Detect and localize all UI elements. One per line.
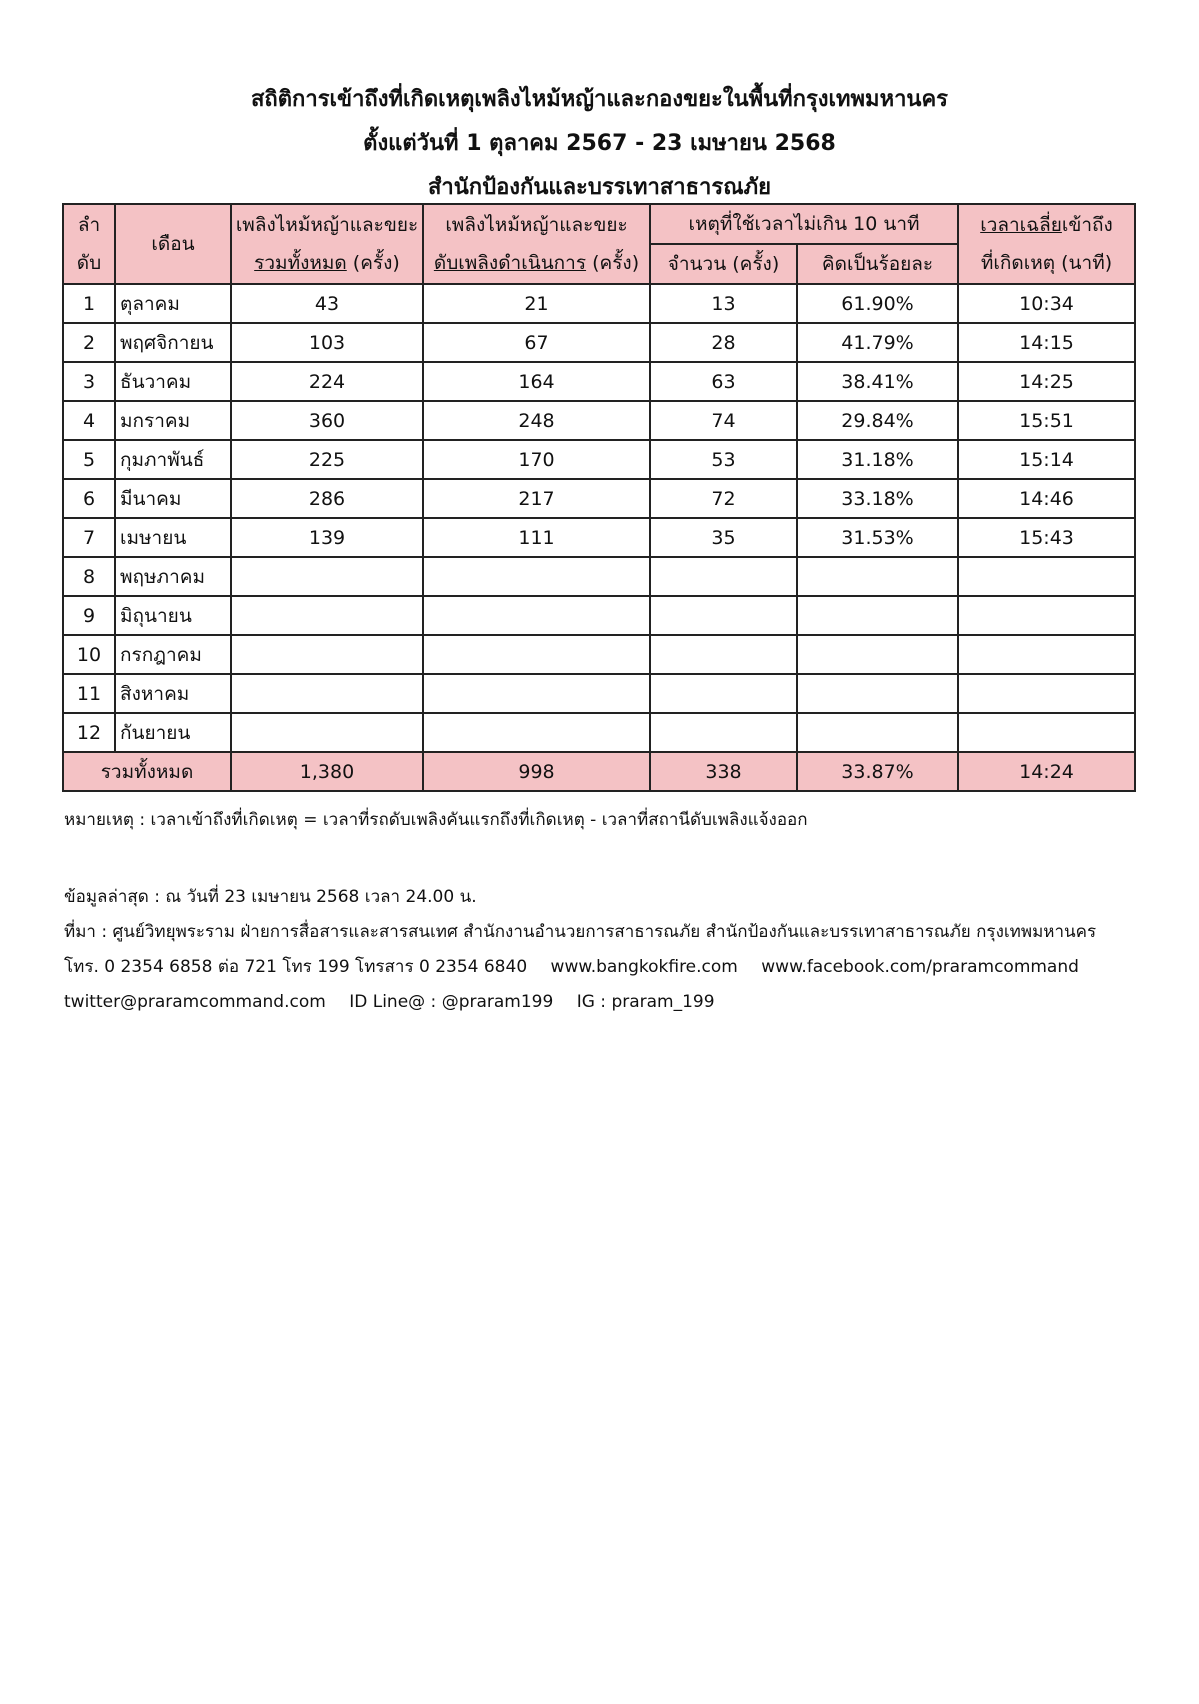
row-handled: 21 bbox=[423, 284, 650, 323]
row-no: 1 bbox=[63, 284, 115, 323]
ig-text: IG : praram_199 bbox=[576, 992, 715, 1012]
row-handled bbox=[423, 713, 650, 752]
row-handled bbox=[423, 674, 650, 713]
row-month: มิถุนายน bbox=[115, 596, 231, 635]
row-avg-time bbox=[958, 713, 1135, 752]
row-avg-time: 15:51 bbox=[958, 401, 1135, 440]
facebook-link[interactable]: www.facebook.com/praramcommand bbox=[761, 957, 1079, 977]
title-line-3: สำนักป้องกันและบรรเทาสาธารณภัย bbox=[427, 175, 772, 200]
row-month: กันยายน bbox=[115, 713, 231, 752]
source-line: ที่มา : ศูนย์วิทยุพระราม ฝ่ายการสื่อสารและสารสนเทศ สำนักงานอำนวยการสาธารณภัย สำนักป้องกันและบรรเทาสาธารณภัย กรุงเทพมหานคร bbox=[64, 922, 1097, 942]
row-percent: 29.84% bbox=[797, 401, 958, 440]
row-handled bbox=[423, 596, 650, 635]
header-handled-fires: เพลิงไหม้หญ้าและขยะ ดับเพลิงดำเนินการ (ครั้ง) bbox=[423, 204, 650, 284]
row-no: 12 bbox=[63, 713, 115, 752]
row-total-fires: 360 bbox=[231, 401, 423, 440]
row-handled: 170 bbox=[423, 440, 650, 479]
row-total-fires bbox=[231, 635, 423, 674]
row-month: สิงหาคม bbox=[115, 674, 231, 713]
header-count: จำนวน (ครั้ง) bbox=[650, 244, 797, 284]
row-handled: 111 bbox=[423, 518, 650, 557]
row-avg-time bbox=[958, 635, 1135, 674]
updated-line: ข้อมูลล่าสุด : ณ วันที่ 23 เมษายน 2568 เวลา 24.00 น. bbox=[64, 887, 477, 907]
row-month: มกราคม bbox=[115, 401, 231, 440]
row-count: 28 bbox=[650, 323, 797, 362]
row-month: พฤษภาคม bbox=[115, 557, 231, 596]
table-row bbox=[63, 401, 1135, 440]
total-label: รวมทั้งหมด bbox=[63, 752, 231, 791]
row-avg-time: 14:25 bbox=[958, 362, 1135, 401]
row-count bbox=[650, 713, 797, 752]
table-row bbox=[63, 440, 1135, 479]
row-no: 3 bbox=[63, 362, 115, 401]
row-percent: 31.18% bbox=[797, 440, 958, 479]
header-month: เดือน bbox=[115, 204, 231, 284]
row-no: 8 bbox=[63, 557, 115, 596]
row-month: กุมภาพันธ์ bbox=[115, 440, 231, 479]
table-row bbox=[63, 362, 1135, 401]
row-count bbox=[650, 596, 797, 635]
row-total-fires: 139 bbox=[231, 518, 423, 557]
table-row bbox=[63, 596, 1135, 635]
social-line bbox=[64, 985, 1096, 1020]
row-handled: 164 bbox=[423, 362, 650, 401]
row-total-fires: 286 bbox=[231, 479, 423, 518]
total-avg-time: 14:24 bbox=[958, 752, 1135, 791]
row-percent bbox=[797, 557, 958, 596]
row-month: มีนาคม bbox=[115, 479, 231, 518]
website-link[interactable]: www.bangkokfire.com bbox=[550, 957, 738, 977]
row-total-fires: 103 bbox=[231, 323, 423, 362]
row-total-fires: 224 bbox=[231, 362, 423, 401]
row-month: เมษายน bbox=[115, 518, 231, 557]
table-row bbox=[63, 557, 1135, 596]
row-no: 2 bbox=[63, 323, 115, 362]
row-no: 9 bbox=[63, 596, 115, 635]
row-avg-time: 14:15 bbox=[958, 323, 1135, 362]
row-count: 13 bbox=[650, 284, 797, 323]
row-count: 63 bbox=[650, 362, 797, 401]
remark-note: หมายเหตุ : เวลาเข้าถึงที่เกิดเหตุ = เวลาที่รถดับเพลิงคันแรกถึงที่เกิดเหตุ - เวลาที่สถานีดับเพลิงแจ้งออก bbox=[64, 810, 808, 830]
table-row bbox=[63, 479, 1135, 518]
row-count: 72 bbox=[650, 479, 797, 518]
title-line-2: ตั้งแต่วันที่ 1 ตุลาคม 2567 - 23 เมษายน 2568 bbox=[363, 131, 836, 156]
row-avg-time: 10:34 bbox=[958, 284, 1135, 323]
row-avg-time bbox=[958, 596, 1135, 635]
row-percent bbox=[797, 635, 958, 674]
twitter-text[interactable]: twitter@praramcommand.com bbox=[64, 992, 326, 1012]
header-under-10-min: เหตุที่ใช้เวลาไม่เกิน 10 นาที bbox=[650, 204, 958, 244]
header-total-fires: เพลิงไหม้หญ้าและขยะ รวมทั้งหมด (ครั้ง) bbox=[231, 204, 423, 284]
row-percent bbox=[797, 674, 958, 713]
header-average-time: เวลาเฉลี่ยเข้าถึง ที่เกิดเหตุ (นาที) bbox=[958, 204, 1135, 284]
total-fires-total: 1,380 bbox=[231, 752, 423, 791]
row-handled bbox=[423, 557, 650, 596]
row-no: 11 bbox=[63, 674, 115, 713]
header-no: ลำ ดับ bbox=[63, 204, 115, 284]
phone-text: โทร. 0 2354 6858 ต่อ 721 โทร 199 โทรสาร 0 2354 6840 bbox=[64, 957, 528, 977]
row-total-fires bbox=[231, 674, 423, 713]
row-avg-time: 15:43 bbox=[958, 518, 1135, 557]
row-percent: 61.90% bbox=[797, 284, 958, 323]
contact-line bbox=[64, 950, 1096, 985]
row-handled: 217 bbox=[423, 479, 650, 518]
row-handled bbox=[423, 635, 650, 674]
row-month: ธันวาคม bbox=[115, 362, 231, 401]
row-avg-time bbox=[958, 674, 1135, 713]
row-count bbox=[650, 557, 797, 596]
row-percent: 41.79% bbox=[797, 323, 958, 362]
row-no: 4 bbox=[63, 401, 115, 440]
row-no: 7 bbox=[63, 518, 115, 557]
row-total-fires bbox=[231, 713, 423, 752]
statistics-table bbox=[62, 203, 1136, 792]
row-count bbox=[650, 635, 797, 674]
row-total-fires bbox=[231, 596, 423, 635]
line-id-text: ID Line@ : @praram199 bbox=[349, 992, 554, 1012]
row-count: 74 bbox=[650, 401, 797, 440]
row-month: กรกฎาคม bbox=[115, 635, 231, 674]
row-month: พฤศจิกายน bbox=[115, 323, 231, 362]
row-percent: 31.53% bbox=[797, 518, 958, 557]
row-total-fires bbox=[231, 557, 423, 596]
row-count: 53 bbox=[650, 440, 797, 479]
header-percent: คิดเป็นร้อยละ bbox=[797, 244, 958, 284]
row-count: 35 bbox=[650, 518, 797, 557]
row-avg-time: 14:46 bbox=[958, 479, 1135, 518]
table-row bbox=[63, 713, 1135, 752]
row-no: 10 bbox=[63, 635, 115, 674]
row-month: ตุลาคม bbox=[115, 284, 231, 323]
table-row bbox=[63, 518, 1135, 557]
row-no: 5 bbox=[63, 440, 115, 479]
row-avg-time bbox=[958, 557, 1135, 596]
total-count: 338 bbox=[650, 752, 797, 791]
total-row bbox=[63, 752, 1135, 791]
table-row bbox=[63, 635, 1135, 674]
total-handled: 998 bbox=[423, 752, 650, 791]
row-percent: 38.41% bbox=[797, 362, 958, 401]
row-percent: 33.18% bbox=[797, 479, 958, 518]
row-percent bbox=[797, 596, 958, 635]
row-count bbox=[650, 674, 797, 713]
row-handled: 248 bbox=[423, 401, 650, 440]
table-body bbox=[63, 284, 1135, 791]
row-no: 6 bbox=[63, 479, 115, 518]
table-row bbox=[63, 674, 1135, 713]
title-block bbox=[0, 78, 1199, 210]
row-total-fires: 43 bbox=[231, 284, 423, 323]
row-percent bbox=[797, 713, 958, 752]
title-line-1: สถิติการเข้าถึงที่เกิดเหตุเพลิงไหม้หญ้าและกองขยะในพื้นที่กรุงเทพมหานคร bbox=[250, 87, 948, 112]
row-handled: 67 bbox=[423, 323, 650, 362]
table-row bbox=[63, 323, 1135, 362]
row-avg-time: 15:14 bbox=[958, 440, 1135, 479]
table-row bbox=[63, 284, 1135, 323]
row-total-fires: 225 bbox=[231, 440, 423, 479]
total-percent: 33.87% bbox=[797, 752, 958, 791]
footer-info bbox=[64, 880, 1096, 1020]
